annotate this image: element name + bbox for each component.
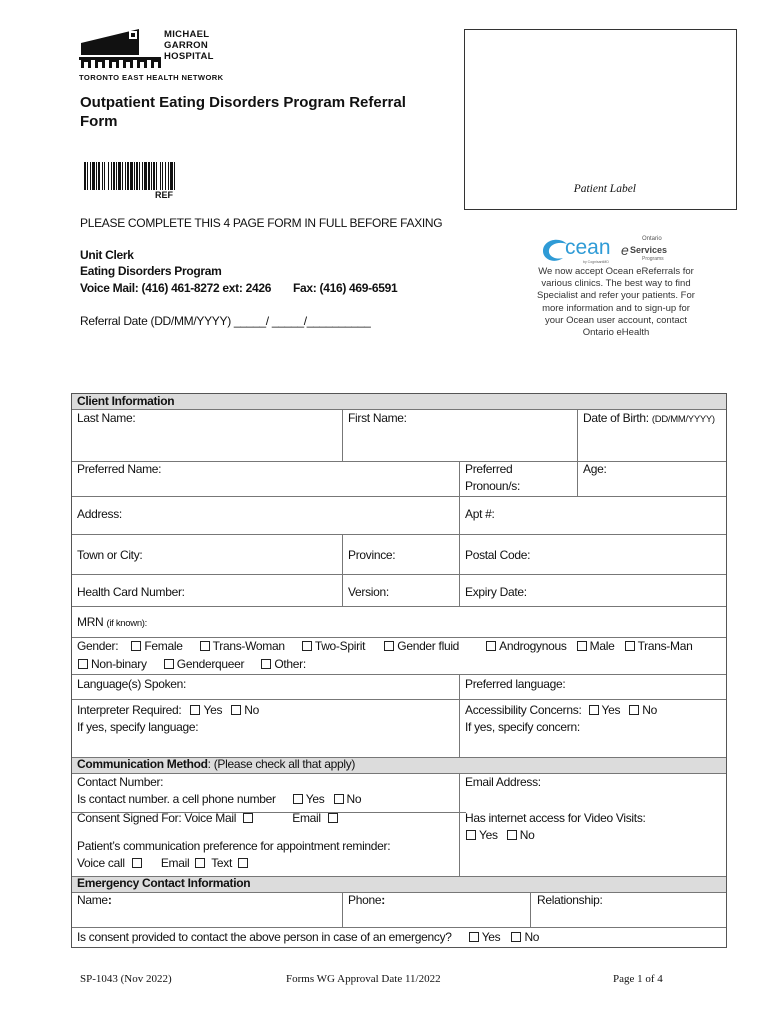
interpreter-row	[77, 702, 259, 719]
checkbox-trans-woman[interactable]	[200, 641, 210, 651]
gender-non-binary-label: Non-binary	[91, 657, 147, 671]
logo-network-name: TORONTO EAST HEALTH NETWORK	[79, 73, 224, 82]
date-of-birth-format: (DD/MM/YYYY)	[651, 414, 715, 425]
emergency-name-field[interactable]	[77, 892, 112, 909]
reminder-preference-label: Patient’s communication preference for appointment reminder:	[77, 839, 391, 853]
accessibility-concern-field[interactable]: If yes, specify concern:	[465, 720, 580, 734]
voice-call-label: Voice call	[77, 856, 125, 870]
checkbox-two-spirit[interactable]	[302, 641, 312, 651]
eservices-e-icon: e	[621, 242, 629, 258]
checkbox-gender-fluid[interactable]	[384, 641, 394, 651]
logo-text-hospital: HOSPITAL	[164, 51, 214, 62]
gender-row-2	[77, 656, 306, 673]
emergency-no-label: No	[524, 930, 540, 944]
consent-email-label: Email	[292, 811, 321, 825]
town-city-field[interactable]: Town or City:	[77, 548, 143, 562]
gender-label: Gender:	[77, 639, 119, 653]
services-text: Services	[630, 245, 668, 255]
age-field[interactable]: Age:	[583, 462, 607, 476]
pronouns-label-line2[interactable]: Pronoun/s:	[465, 479, 521, 493]
checkbox-voice-call[interactable]	[132, 858, 142, 868]
gender-row-1	[77, 638, 692, 655]
consent-row	[77, 810, 341, 827]
ocean-by: by CognisantMD	[583, 260, 609, 264]
gender-male-label: Male	[589, 639, 615, 653]
client-information-table	[71, 393, 727, 948]
gender-trans-man-label: Trans-Man	[637, 639, 693, 653]
interpreter-yes-label: Yes	[203, 703, 223, 717]
emergency-name-colon: :	[107, 893, 112, 907]
checkbox-other[interactable]	[261, 659, 271, 669]
reminder-preference-row	[77, 855, 251, 872]
checkbox-female[interactable]	[131, 641, 141, 651]
preferred-language-field[interactable]: Preferred language:	[465, 677, 566, 691]
ocean-note: We now accept Ocean eReferrals for various clinics. The best way to find Specialist and refer your patients. For more information and to sign-up for your Ocean user account, contact Ontario eHealth	[537, 266, 695, 339]
ocean-brand: cean	[565, 236, 611, 259]
email-address-field[interactable]: Email Address:	[465, 775, 541, 789]
checkbox-genderqueer[interactable]	[164, 659, 174, 669]
emergency-name-label: Name	[77, 893, 108, 907]
checkbox-internet-no[interactable]	[507, 830, 517, 840]
programs-text: Programs	[642, 256, 664, 262]
checkbox-consent-email[interactable]	[328, 813, 338, 823]
gender-androgynous-label: Androgynous	[499, 639, 567, 653]
emergency-yes-label: Yes	[481, 930, 501, 944]
checkbox-male[interactable]	[577, 641, 587, 651]
communication-method-note: : (Please check all that apply)	[207, 757, 356, 771]
emergency-relationship-field[interactable]: Relationship:	[537, 893, 603, 907]
emergency-contact-header: Emergency Contact Information	[77, 876, 251, 890]
emergency-consent-row	[77, 929, 539, 946]
footer-form-number: SP-1043 (Nov 2022)	[80, 973, 172, 985]
patient-label-text: Patient Label	[573, 183, 636, 195]
checkbox-trans-man[interactable]	[625, 641, 635, 651]
form-title: Outpatient Eating Disorders Program Referral Form	[80, 94, 406, 130]
hospital-logo-icon	[79, 27, 161, 69]
gender-other-label: Other:	[274, 657, 306, 671]
version-field[interactable]: Version:	[348, 585, 389, 599]
checkbox-emergency-no[interactable]	[511, 932, 521, 942]
gender-two-spirit-label: Two-Spirit	[314, 639, 366, 653]
checkbox-non-binary[interactable]	[78, 659, 88, 669]
emergency-phone-field[interactable]	[348, 892, 385, 909]
checkbox-reminder-email[interactable]	[195, 858, 205, 868]
first-name-field[interactable]: First Name:	[348, 411, 407, 425]
interpreter-label: Interpreter Required:	[77, 703, 182, 717]
cell-phone-question: Is contact number. a cell phone number	[77, 792, 276, 806]
province-field[interactable]: Province:	[348, 548, 396, 562]
footer-page-number: Page 1 of 4	[613, 973, 663, 985]
checkbox-reminder-text[interactable]	[238, 858, 248, 868]
cell-no-label: No	[346, 792, 362, 806]
contact-unit-clerk: Unit Clerk	[80, 248, 134, 262]
emergency-phone-label: Phone	[348, 893, 382, 907]
interpreter-language-field[interactable]: If yes, specify language:	[77, 720, 199, 734]
apt-field[interactable]: Apt #:	[465, 507, 495, 521]
contact-number-field[interactable]: Contact Number:	[77, 775, 164, 789]
contact-program: Eating Disorders Program	[80, 264, 222, 278]
checkbox-emergency-yes[interactable]	[469, 932, 479, 942]
last-name-field[interactable]: Last Name:	[77, 411, 136, 425]
patient-label-box	[464, 29, 737, 210]
date-of-birth-field[interactable]	[583, 410, 715, 428]
accessibility-label: Accessibility Concerns:	[465, 703, 582, 717]
checkbox-accessibility-no[interactable]	[629, 705, 639, 715]
referral-date-field[interactable]: Referral Date (DD/MM/YYYY) _____/ _____/__________	[80, 314, 371, 328]
checkbox-accessibility-yes[interactable]	[589, 705, 599, 715]
postal-code-field[interactable]: Postal Code:	[465, 548, 531, 562]
date-of-birth-label: Date of Birth:	[583, 411, 649, 425]
consent-label: Consent Signed For: Voice Mail	[77, 811, 237, 825]
reminder-text-label: Text	[211, 856, 233, 870]
gender-genderqueer-label: Genderqueer	[176, 657, 245, 671]
logo-text-michael: MICHAEL	[164, 29, 210, 40]
accessibility-no-label: No	[642, 703, 658, 717]
mrn-field[interactable]	[77, 614, 147, 632]
communication-method-header	[77, 756, 355, 773]
mrn-label: MRN	[77, 615, 104, 629]
checkbox-cell-no[interactable]	[334, 794, 344, 804]
internet-yes-label: Yes	[479, 828, 498, 842]
reminder-email-label: Email	[160, 856, 190, 870]
languages-spoken-field[interactable]: Language(s) Spoken:	[77, 677, 187, 691]
gender-female-label: Female	[144, 639, 183, 653]
ocean-logo	[541, 236, 691, 264]
internet-no-label: No	[519, 828, 535, 842]
instruction-text: PLEASE COMPLETE THIS 4 PAGE FORM IN FULL BEFORE FAXING	[80, 216, 443, 230]
contact-fax: Fax: (416) 469-6591	[293, 281, 398, 295]
health-card-field[interactable]: Health Card Number:	[77, 585, 185, 599]
accessibility-row	[465, 702, 657, 719]
cell-yes-label: Yes	[305, 792, 325, 806]
address-field[interactable]: Address:	[77, 507, 122, 521]
gender-fluid-label: Gender fluid	[397, 639, 460, 653]
client-information-header: Client Information	[77, 394, 175, 408]
pronouns-label-line1[interactable]: Preferred	[465, 462, 513, 476]
internet-access-label: Has internet access for Video Visits:	[465, 811, 646, 825]
gender-trans-woman-label: Trans-Woman	[212, 639, 285, 653]
mrn-note: (if known):	[106, 618, 148, 629]
checkbox-cell-yes[interactable]	[293, 794, 303, 804]
expiry-date-field[interactable]: Expiry Date:	[465, 585, 527, 599]
barcode-caption: REF	[155, 190, 173, 200]
communication-method-title: Communication Method	[77, 757, 208, 771]
cell-phone-row	[77, 791, 361, 808]
emergency-consent-question: Is consent provided to contact the above person in case of an emergency?	[77, 930, 452, 944]
accessibility-yes-label: Yes	[601, 703, 621, 717]
interpreter-no-label: No	[244, 703, 259, 717]
emergency-phone-colon: :	[381, 893, 385, 907]
contact-voicemail: Voice Mail: (416) 461-8272 ext: 2426	[80, 281, 272, 295]
checkbox-consent-voicemail[interactable]	[243, 813, 253, 823]
footer-approval-date: Forms WG Approval Date 11/2022	[286, 973, 441, 985]
ontario-text: Ontario	[642, 236, 662, 242]
logo-text-garron: GARRON	[164, 40, 209, 51]
preferred-name-field[interactable]: Preferred Name:	[77, 462, 162, 476]
checkbox-androgynous[interactable]	[486, 641, 496, 651]
internet-access-row	[465, 827, 534, 844]
checkbox-interpreter-no[interactable]	[231, 705, 241, 715]
checkbox-internet-yes[interactable]	[466, 830, 476, 840]
checkbox-interpreter-yes[interactable]	[190, 705, 200, 715]
barcode-icon	[84, 162, 208, 190]
